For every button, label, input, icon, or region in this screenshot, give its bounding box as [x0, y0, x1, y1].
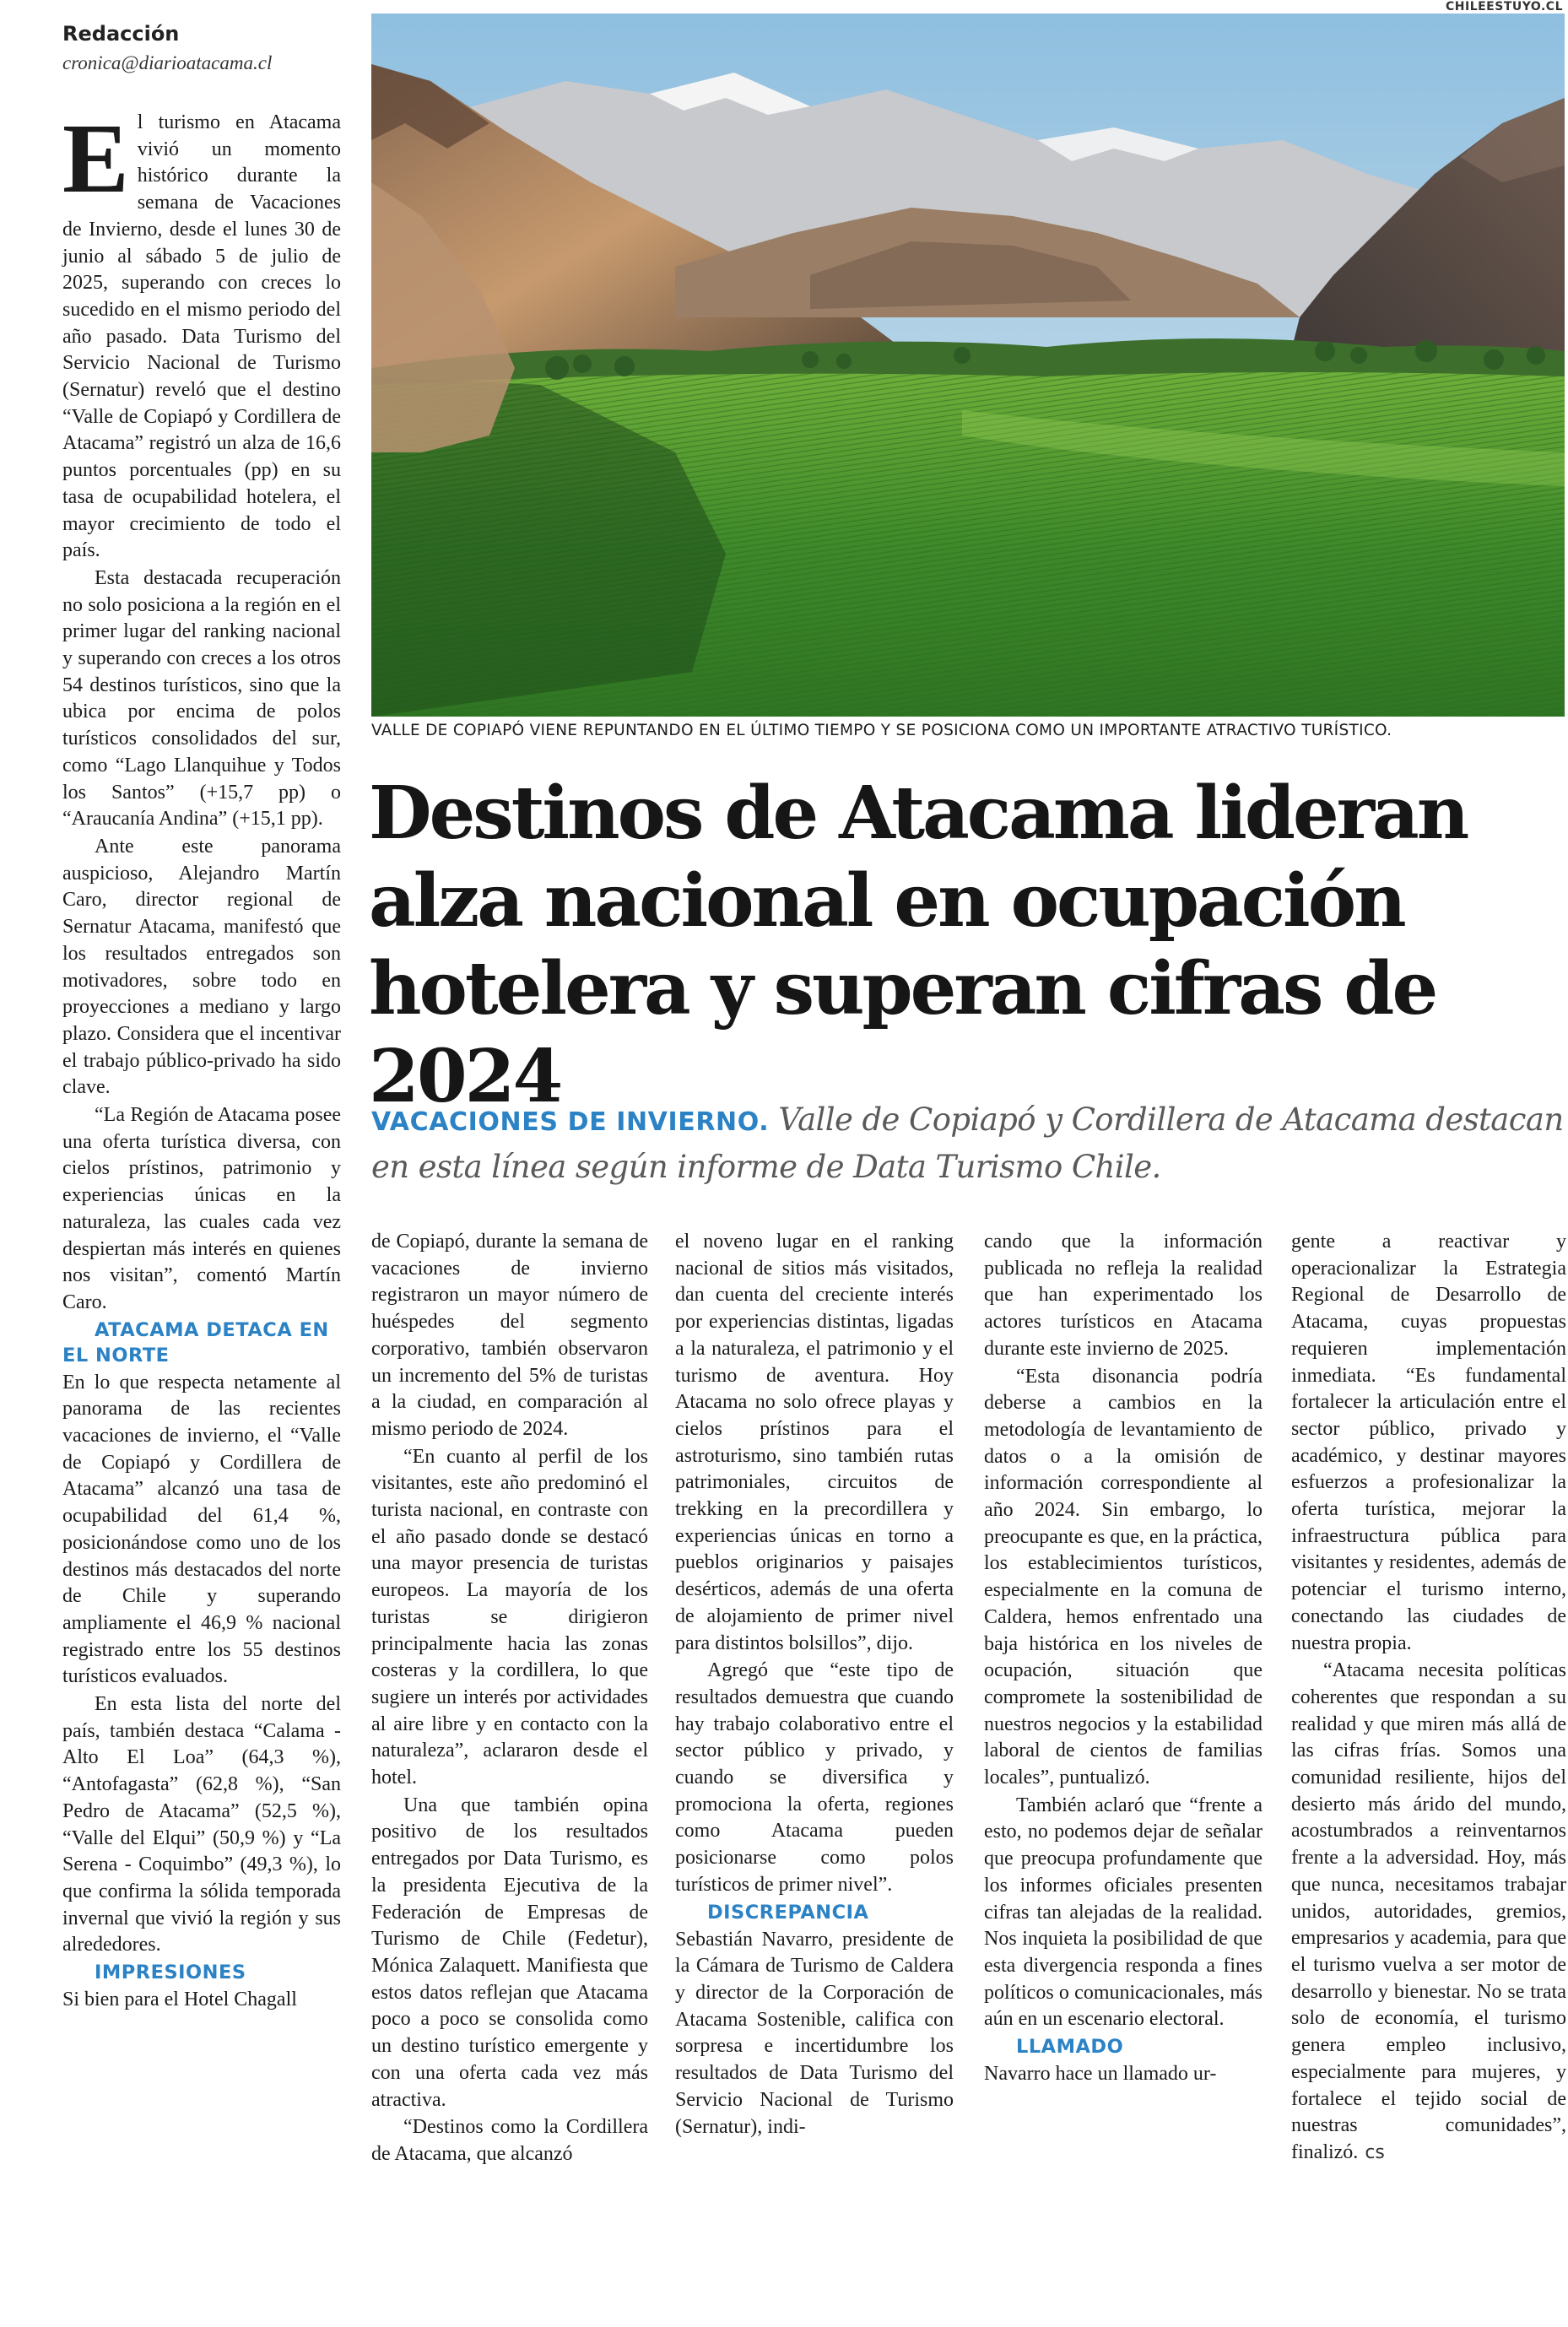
subheading: LLAMADO [1016, 2036, 1124, 2059]
column-1 [62, 103, 341, 2014]
lede [371, 1097, 1566, 1189]
author-email: cronica@diarioatacama.cl [62, 52, 273, 73]
subheading: DISCREPANCIA [707, 1901, 869, 1924]
paragraph: “Destinos como la Cordillera de Atacama, que alcanzó [371, 2116, 648, 2165]
paragraph: de Copiapó, durante la semana de vacaciones de invierno registraron un mayor número de huéspedes del segmento corporativo, también observaron un incremento del 5% de turistas a la ciudad, en comparación al mismo periodo de 2024. [371, 1231, 648, 1440]
site-watermark: CHILEESTUYO.CL [1446, 0, 1563, 14]
paragraph: Esta destacada recuperación no solo posiciona a la región en el primer lugar del ranking nacional y superando con creces a los otros 54 destinos turísticos, sino que la ubica por encima de polos turísticos consolidados del sur, como “Lago Llanquihue y Todos los Santos” (+15,7 pp) o “Araucanía Andina” (+15,1 pp). [62, 566, 341, 831]
paragraph: el noveno lugar en el ranking nacional de sitios más visitados, dan cuenta del creciente interés por experiencias distintas, ligadas a la naturaleza, el patrimonio y el turismo de aventura. Hoy Atacama no solo ofrece playas y cielos prístinos para el astroturismo, sino también rutas patrimoniales, circuitos de trekking en la precordillera y experiencias únicas en torno a pueblos originarios y paisajes desérticos, además de una oferta de alojamiento de primer nivel para distintos bolsillos”, dijo. [675, 1231, 954, 1654]
paragraph: Si bien para el Hotel Chagall [62, 1989, 297, 2011]
paragraph: Una que también opina positivo de los resultados entregados por Data Turismo, es la presidenta Ejecutiva de la Federación de Empresas de Turismo de Chile (Fedetur), Mónica Zalaquett. Manifiesta que estos datos reflejan que Atacama poco a poco se consolida como un destino turístico emergente y con una oferta cada vez más atractiva. [371, 1794, 648, 2111]
paragraph: Agregó que “este tipo de resultados demuestra que cuando hay trabajo colaborativo entre el sector público y privado, y cuando se diversifica y promociona la oferta, regiones como Atacama pueden posicionarse como polos turísticos de primer nivel”. [675, 1659, 954, 1896]
paragraph: En lo que respecta netamente al panorama de las recientes vacaciones de invierno, el “Valle de Copiapó y Cordillera de Atacama” alcanzó una tasa de ocupabilidad del 61,4 %, posicionándose como uno de los destinos más destacados del norte de Chile y superando ampliamente el 46,9 % nacional registrado entre los 55 destinos turísticos evaluados. [62, 1371, 341, 1688]
paragraph: cando que la información publicada no refleja la realidad que han experimentado los actores turísticos en Atacama durante este invierno de 2025. [984, 1231, 1263, 1360]
column-5 [1291, 1229, 1566, 2167]
paragraph: Ante este panorama auspicioso, Alejandro Martín Caro, director regional de Sernatur Atacama, manifestó que los resultados entregados son motivadores, sobre todo en proyecciones a mediano y largo plazo. Considera que el incentivar el trabajo público-privado ha sido clave. [62, 835, 341, 1099]
subheading: ATACAMA DETACA EN EL NORTE [62, 1318, 329, 1366]
paragraph: El turismo en Atacama vivió un momento histórico durante la semana de Vacaciones de Invierno, desde el lunes 30 de junio al sábado 5 de julio de 2025, superando con creces lo sucedido en el mismo periodo del año pasado. Data Turismo del Servicio Nacional de Turismo (Sernatur) reveló que el destino “Valle de Copiapó y Cordillera de Atacama” registró un alza de 16,6 puntos porcentuales (pp) en su tasa de ocupabilidad hotelera, el mayor crecimiento de todo el país. [62, 103, 341, 562]
paragraph: gente a reactivar y operacionalizar la Estrategia Regional de Desarrollo de Atacama, cuyas propuestas requieren implementación inmediata. “Es fundamental fortalecer la articulación entre el sector público, privado y académico, y destinar mayores esfuerzos a profesionalizar la oferta turística, mejorar la infraestructura pública para visitantes y residentes, además de potenciar el turismo interno, conectando las ciudades de nuestra propia. [1291, 1231, 1566, 1654]
landscape-illustration [371, 14, 1565, 717]
paragraph: También aclaró que “frente a esto, no podemos dejar de señalar que preocupa profundamente que los informes oficiales presenten cifras tan alejadas de la realidad. Nos inquieta la posibilidad de que esta divergencia responda a fines políticos o comunicacionales, más aún en un escenario electoral. [984, 1794, 1263, 2031]
column-3 [675, 1229, 954, 2140]
lede-kicker: VACACIONES DE INVIERNO. [371, 1107, 770, 1137]
headline: Destinos de Atacama lideran alza nacional en ocupación hotelera y superan cifras de 2024 [369, 771, 1468, 1119]
paragraph: “Atacama necesita políticas coherentes que respondan a su realidad y que miren más allá de las cifras frías. Somos una comunidad resiliente, hijos del desierto más árido del mundo, acostumbrados a reinventarnos frente a la adversidad. Hoy, más que nunca, necesitamos trabajar unidos, autoridades, gremios, empresarios y academia, para que el turismo vuelva a ser motor de desarrollo y bienestar. No se trata solo de economía, el turismo genera empleo inclusivo, especialmente para mujeres, y fortalece el tejido social de nuestras comunidades”, finalizó. cs [1291, 1659, 1566, 2163]
paragraph: Sebastián Navarro, presidente de la Cámara de Turismo de Caldera y director de la Corporación de Atacama Sostenible, califica con sorpresa e incertidumbre los resultados de Data Turismo del Servicio Nacional de Turismo (Sernatur), indi- [675, 1928, 954, 2138]
column-4 [984, 1229, 1263, 2088]
author-name: Redacción [62, 22, 180, 46]
column-2 [371, 1229, 648, 2168]
paragraph: “La Región de Atacama posee una oferta turística diversa, con cielos prístinos, patrimonio y experiencias únicas en la naturaleza, las cuales cada vez despiertan más interés en quienes nos visitan”, comentó Martín Caro. [62, 1104, 341, 1313]
paragraph: Navarro hace un llamado ur- [984, 2063, 1217, 2086]
subheading: IMPRESIONES [95, 1962, 246, 1984]
end-mark-icon: cs [1365, 2141, 1385, 2163]
valley-landscape-photo [371, 14, 1565, 717]
paragraph: “En cuanto al perfil de los visitantes, este año predominó el turista nacional, en contraste con el año pasado donde se destacó una mayor presencia de turistas europeos. La mayoría de los turistas se dirigieron principalmente hacia las zonas costeras y la cordillera, lo que sugiere un interés por actividades al aire libre y en contacto con la naturaleza”, aclararon desde el hotel. [371, 1445, 648, 1789]
paragraph: En esta lista del norte del país, también destaca “Calama - Alto El Loa” (64,3 %), “Antofagasta” (62,8 %), “San Pedro de Atacama” (52,5 %), “Valle del Elqui” (50,9 %) y “La Serena - Coquimbo” (49,3 %), lo que confirma la sólida temporada invernal que vivió la región y sus alrededores. [62, 1693, 341, 1956]
drop-cap: E [62, 103, 129, 214]
photo-caption: VALLE DE COPIAPÓ VIENE REPUNTANDO EN EL ÚLTIMO TIEMPO Y SE POSICIONA COMO UN IMPORTANTE ATRACTIVO TURÍSTICO. [371, 722, 1392, 739]
paragraph: “Esta disonancia podría deberse a cambios en la metodología de levantamiento de datos o a la omisión de información correspondiente al año 2024. Sin embargo, lo preocupante es que, en la práctica, los establecimientos turísticos, especialmente en la comuna de Caldera, hemos enfrentado una baja histórica en los niveles de ocupación, situación que compromete la sostenibilidad de nuestros negocios y la estabilidad laboral de cientos de familias locales”, puntualizó. [984, 1365, 1263, 1789]
lede-text: Valle de Copiapó y Cordillera de Atacama destacan en esta línea según informe de Data Turismo Chile. [371, 1101, 1564, 1185]
